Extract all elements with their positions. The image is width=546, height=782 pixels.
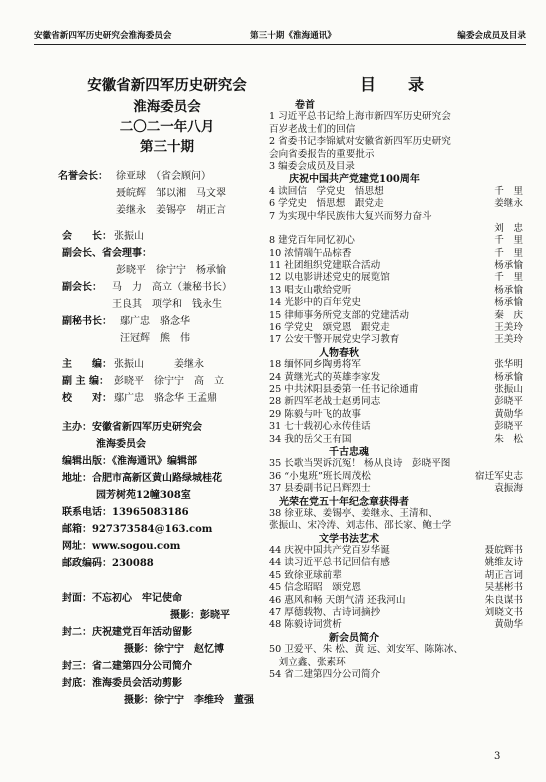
proofreader: 鄢广忠 骆念华 王孟鼎 — [114, 393, 218, 404]
toc-section-heading: 人物春秋 — [269, 347, 359, 359]
toc-entry — [269, 455, 523, 470]
toc-entry — [269, 133, 523, 148]
toc-entry-title: 百岁老战士们的回信 — [269, 123, 356, 135]
toc-entry — [269, 604, 523, 619]
toc-entry-title: 54 省二建第四分公司简介 — [269, 668, 381, 680]
toc-section-heading: 光荣在党五十年纪念章获得者 — [269, 496, 409, 508]
header-section: 编委会成员及目录 — [457, 31, 526, 41]
vp-label: 副会长： — [62, 282, 102, 293]
toc-entry-author: 千 里 — [494, 247, 523, 259]
toc-entry-author: 千 里 — [494, 235, 523, 247]
sponsor-2: 淮海委员会 — [96, 439, 146, 450]
toc-entry — [269, 269, 523, 284]
toc-entry-title: 4 读回信 学党史 悟思想 — [269, 185, 384, 197]
toc-section-heading: 新会员简介 — [269, 632, 379, 644]
assoc-editor-label: 副 主 编： — [62, 376, 109, 387]
honorary-line-3: 姜继永 姜锡亭 胡正言 — [116, 205, 226, 216]
sponsor: 主办：安徽省新四军历史研究会 — [62, 422, 202, 433]
cover-inside-front-photo: 摄影：徐宁宁 赵忆博 — [124, 644, 224, 655]
email: 邮箱：927373584@163.com — [62, 524, 213, 535]
toc-entry — [269, 158, 523, 170]
toc-entry — [269, 616, 523, 631]
toc-entry — [269, 319, 523, 334]
toc-entry-title: 6 学党史 悟思想 跟党走 — [269, 198, 384, 210]
cover-front: 封面：不忘初心 牢记使命 — [62, 593, 182, 604]
postcode: 邮政编码：230088 — [62, 558, 154, 569]
toc-entry — [269, 641, 523, 656]
toc-entry-title: 38 徐亚球、姜锡亭、姜继永、王清和、 — [269, 507, 438, 519]
toc-entry — [269, 666, 523, 678]
honorary-line-1: 徐亚球 （省会顾问） — [116, 171, 211, 182]
honorary-line-2: 聂皖辉 邹以湘 马文翠 — [116, 188, 226, 199]
toc-entry-author: 杨承愉 — [494, 284, 523, 296]
toc-entry — [269, 468, 523, 480]
toc-entry — [269, 592, 523, 604]
president-label: 会 长： — [62, 231, 112, 242]
editorial-office: 编辑出版：《淮海通讯》编辑部 — [62, 456, 197, 467]
toc-section-heading: 庆祝中国共产党建党100周年 — [269, 174, 420, 186]
toc-entry-title: 44 读习近平总书记回信有感 — [269, 557, 390, 569]
toc-entry-title: 28 新四军老战士赵勇同志 — [269, 396, 381, 408]
header-journal: 安徽省新四军历史研究会淮海委员会 — [34, 31, 172, 41]
toc-entry-author: 千 里 — [494, 272, 523, 284]
toc-entry-author: 彭晓平 — [494, 396, 523, 408]
toc-entry — [269, 146, 523, 158]
header-rule — [34, 44, 526, 45]
toc-entry-title: 8 建党百年同忆初心 — [269, 235, 355, 247]
toc-entry-author: 王美玲 — [494, 334, 523, 346]
toc-entry-author: 杨承愉 — [494, 371, 523, 383]
assoc-editor: 彭晓平 徐宁宁 高 立 — [114, 376, 224, 387]
toc-entry — [269, 567, 523, 579]
toc-entry — [269, 381, 523, 393]
toc-entry-author: 袁振海 — [494, 483, 523, 495]
vp-line-1: 马 力 高立（兼秘书长） — [112, 282, 232, 293]
toc-entry-author: 胡正言词 — [484, 569, 523, 581]
vp-exec-label: 副会长、省会理事： — [62, 248, 152, 259]
toc-entry-author: 聂皖辉书 — [484, 545, 523, 557]
toc-entry-author: 张振山 — [494, 383, 523, 395]
toc-entry — [269, 331, 523, 346]
toc-entry — [269, 393, 523, 408]
cover-inside-front: 封二：庆祝建党百年活动留影 — [62, 627, 192, 638]
toc-entry — [269, 431, 523, 443]
toc-section-heading: 千古忠魂 — [269, 446, 369, 458]
toc-entry-title: 14 光影中的百年党史 — [269, 297, 362, 309]
toc-entry-title: 36 “小鬼班”班长周茂松 — [269, 470, 371, 482]
toc-section-heading: 文学书法艺术 — [269, 533, 379, 545]
toc-entry — [269, 356, 523, 371]
honorary-label: 名誉会长： — [58, 171, 108, 182]
toc-entry-author: 黄勋华 — [494, 619, 523, 631]
toc-entry — [269, 307, 523, 319]
proof-label: 校 对： — [62, 393, 112, 404]
toc-entry-title: 45 信念昭昭 颂党恩 — [269, 582, 362, 594]
masthead-date: 二〇二一年八月 — [119, 119, 215, 135]
toc-entry-title: 31 七十载初心永传佳话 — [269, 421, 371, 433]
toc-entry-author: 刘晓文书 — [484, 607, 523, 619]
website: 网址：www.sogou.com — [62, 541, 181, 552]
toc-entry — [269, 480, 523, 495]
toc-entry — [269, 121, 523, 133]
toc-entry-title: 1 习近平总书记给上海市新四军历史研究会 — [269, 111, 451, 123]
masthead — [62, 74, 272, 155]
phone: 联系电话：13965083186 — [62, 507, 189, 518]
toc-entry — [269, 418, 523, 433]
toc-entry-title: 45 致徐亚球前辈 — [269, 569, 342, 581]
toc-entry-title: 16 学党史 颂党恩 跟党走 — [269, 322, 390, 334]
toc-entry — [269, 505, 523, 517]
toc-entry — [269, 654, 523, 666]
masthead-committee: 淮海委员会 — [133, 99, 201, 115]
toc-entry-author: 彭晓平 — [494, 421, 523, 433]
page-number: 3 — [494, 751, 501, 762]
toc-entry-author: 宿迁军史志 — [475, 470, 523, 482]
toc-entry-author: 秦 庆 — [494, 309, 523, 321]
president: 张振山 — [114, 231, 144, 242]
toc-entry — [269, 257, 523, 272]
toc-section-heading: 卷首 — [295, 100, 315, 111]
toc-entry — [269, 232, 523, 247]
toc-entry-title: 24 黄继光式的英雄李家发 — [269, 371, 381, 383]
toc-entry-title: 44 庆祝中国共产党百岁华诞 — [269, 545, 390, 557]
toc-entry — [269, 245, 523, 257]
deputy-secretary-label: 副秘书长： — [62, 316, 112, 327]
masthead-org: 安徽省新四军历史研究会 — [87, 78, 247, 94]
cover-inside-back: 封三：省二建第四分公司简介 — [62, 661, 192, 672]
toc-entry-title: 29 陈毅与叶飞的故事 — [269, 408, 362, 420]
cover-front-photo: 摄影：彭晓平 — [170, 610, 230, 621]
address-2: 园芳树苑12幢308室 — [96, 490, 191, 501]
toc-entry-author: 刘 忠 — [494, 222, 523, 234]
vp-exec: 彭晓平 徐宁宁 杨承愉 — [116, 265, 226, 276]
toc-entry — [269, 369, 523, 381]
toc-entry-title: 46 惠风和畅 天朗气清 还我河山 — [269, 594, 406, 606]
cover-back: 封底：淮海委员会活动剪影 — [62, 678, 182, 689]
toc-entry-title: 2 省委书记李锦斌对安徽省新四军历史研究 — [269, 136, 451, 148]
toc-entry-title: 18 缅怀同乡陶勇将军 — [269, 359, 362, 371]
masthead-issue: 第三十期 — [140, 139, 194, 155]
toc-entry-author: 姜继永 — [494, 198, 523, 210]
vp-line-2: 王良其 项学和 钱永生 — [112, 299, 222, 310]
cover-credits — [62, 589, 272, 708]
toc-entry-author: 朱良谋书 — [484, 594, 523, 606]
running-header — [34, 29, 526, 43]
toc-entry-author: 张华明 — [494, 359, 523, 371]
toc-title: 目 录 — [359, 75, 432, 94]
toc-entry-title: 37 县委副书记吕辉烈士 — [269, 483, 371, 495]
toc-entry-title: 17 公安干警开展党史学习教育 — [269, 334, 400, 346]
toc-entry-title: 10 浓情端午品棕香 — [269, 247, 352, 259]
toc-column — [269, 72, 523, 678]
header-issue: 第三十期《淮海通讯》 — [250, 31, 336, 41]
address: 地址：合肥市高新区黄山路绿城桂花 — [62, 473, 222, 484]
toc-entry-title: 刘立鑫、张素环 — [269, 656, 346, 668]
toc-entry-title: 13 唱支山歌给党听 — [269, 284, 352, 296]
toc-entry — [269, 517, 523, 532]
toc-entry — [269, 282, 523, 294]
toc-entry-author: 杨承愉 — [494, 297, 523, 309]
toc-entry-author: 黄勋华 — [494, 408, 523, 420]
toc-entry — [269, 195, 523, 210]
toc-entry-author: 姚维友诗 — [484, 557, 523, 569]
toc-entry-author: 朱 松 — [494, 433, 523, 445]
contact-block — [62, 418, 272, 571]
toc-entry-author: 吴基彬书 — [484, 582, 523, 594]
editor: 张振山 姜继永 — [114, 359, 204, 370]
toc-entry-title: 34 我的岳父王有国 — [269, 433, 352, 445]
toc-entry — [269, 406, 523, 418]
toc-entry — [269, 554, 523, 569]
toc-entry — [269, 108, 523, 123]
toc-entry — [269, 542, 523, 557]
deputy-secretary-1: 鄢广忠 骆念华 — [120, 316, 190, 327]
toc-entry — [269, 183, 523, 195]
toc-entry-author: 杨承愉 — [494, 260, 523, 272]
cover-back-photo: 摄影：徐宁宁 李维玲 董强 — [124, 695, 254, 706]
toc-entry-title: 12 以电影讲述党史的展览馆 — [269, 272, 390, 284]
toc-entry-title: 48 陈毅诗词赏析 — [269, 619, 342, 631]
masthead-column — [58, 74, 272, 708]
toc-entry-author: 千 里 — [494, 185, 523, 197]
editor-label: 主 编： — [62, 359, 112, 370]
toc-entry — [269, 294, 523, 309]
toc-entry-title: 50 卫爱平、朱 松、黄 远、刘安军、陈陈冰、 — [269, 644, 464, 656]
toc-entry-title: 47 厚德载物、古诗词摘抄 — [269, 607, 381, 619]
toc-entry-title: 张振山、宋冷涛、刘志伟、邵长家、鲍士学 — [269, 520, 452, 532]
toc-entry-title: 25 中共沭阳县委第一任书记徐通甫 — [269, 383, 419, 395]
toc-entry-title: 11 社团组织党建联合活动 — [269, 260, 381, 272]
toc-entry-title: 7 为实现中华民族伟大复兴而努力奋斗 — [269, 210, 432, 222]
toc-list — [269, 96, 523, 678]
toc-entry — [269, 208, 523, 220]
toc-entry-title: 会向省委报告的重要批示 — [269, 148, 375, 160]
toc-entry — [269, 220, 523, 232]
toc-entry-title: 35 长歌当哭诉沉冤！ 杨从良诗 彭晓平图 — [269, 458, 451, 470]
toc-entry-title: 15 律师事务所党支部的党建活动 — [269, 309, 409, 321]
deputy-secretary-2: 汪冠辉 熊 伟 — [120, 333, 190, 344]
toc-entry-author: 王美玲 — [494, 322, 523, 334]
toc-entry-title: 3 编委会成员及目录 — [269, 160, 355, 172]
toc-entry — [269, 579, 523, 594]
